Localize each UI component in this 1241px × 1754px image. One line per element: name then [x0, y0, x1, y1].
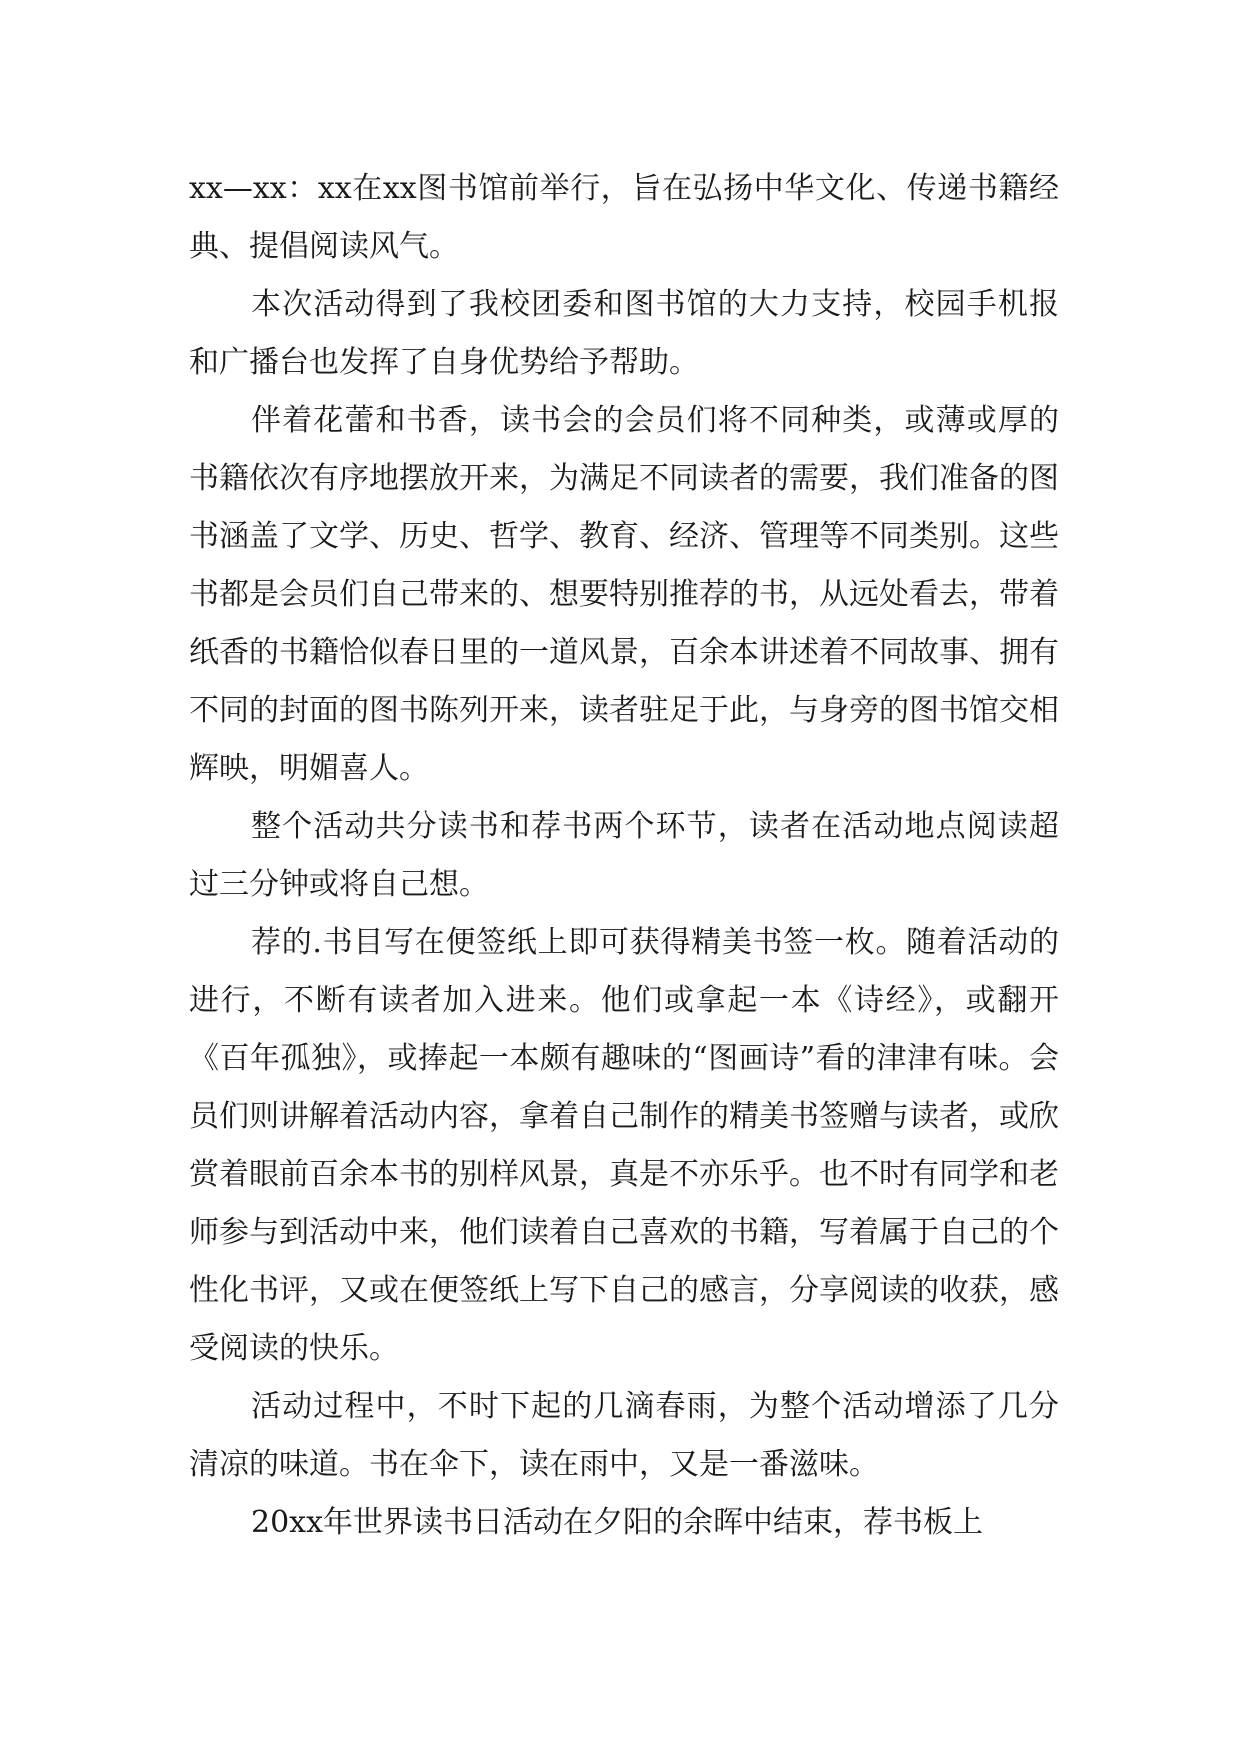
paragraph-3: 伴着花蕾和书香，读书会的会员们将不同种类，或薄或厚的书籍依次有序地摆放开来，为满足不同读者的需要，我们准备的图书涵盖了文学、历史、哲学、教育、经济、管理等不同类别。这些书都是会员们自己带来的、想要特别推荐的书，从远处看去，带着纸香的书籍恰似春日里的一道风景，百余本讲述着不同故事、拥有不同的封面的图书陈列开来，读者驻足于此，与身旁的图书馆交相辉映，明媚喜人。 — [189, 403, 1059, 786]
paragraph-2: 本次活动得到了我校团委和图书馆的大力支持，校园手机报和广播台也发挥了自身优势给予帮助。 — [189, 287, 1059, 380]
paragraph-6: 活动过程中，不时下起的几滴春雨，为整个活动增添了几分清凉的味道。书在伞下，读在雨中，又是一番滋味。 — [189, 1389, 1059, 1482]
document-body — [189, 160, 1059, 1552]
paragraph-5: 荐的.书目写在便签纸上即可获得精美书签一枚。随着活动的进行，不断有读者加入进来。他们或拿起一本《诗经》，或翻开《百年孤独》，或捧起一本颇有趣味的“图画诗”看的津津有味。会员们则讲解着活动内容，拿着自己制作的精美书签赠与读者，或欣赏着眼前百余本书的别样风景，真是不亦乐乎。也不时有同学和老师参与到活动中来，他们读着自己喜欢的书籍，写着属于自己的个性化书评，又或在便签纸上写下自己的感言，分享阅读的收获，感受阅读的快乐。 — [189, 925, 1059, 1366]
paragraph-7: 20xx年世界读书日活动在夕阳的余晖中结束，荐书板上 — [251, 1505, 984, 1540]
paragraph-4: 整个活动共分读书和荐书两个环节，读者在活动地点阅读超过三分钟或将自己想。 — [189, 809, 1059, 902]
paragraph-1: xx—xx：xx在xx图书馆前举行，旨在弘扬中华文化、传递书籍经典、提倡阅读风气。 — [189, 171, 1059, 264]
